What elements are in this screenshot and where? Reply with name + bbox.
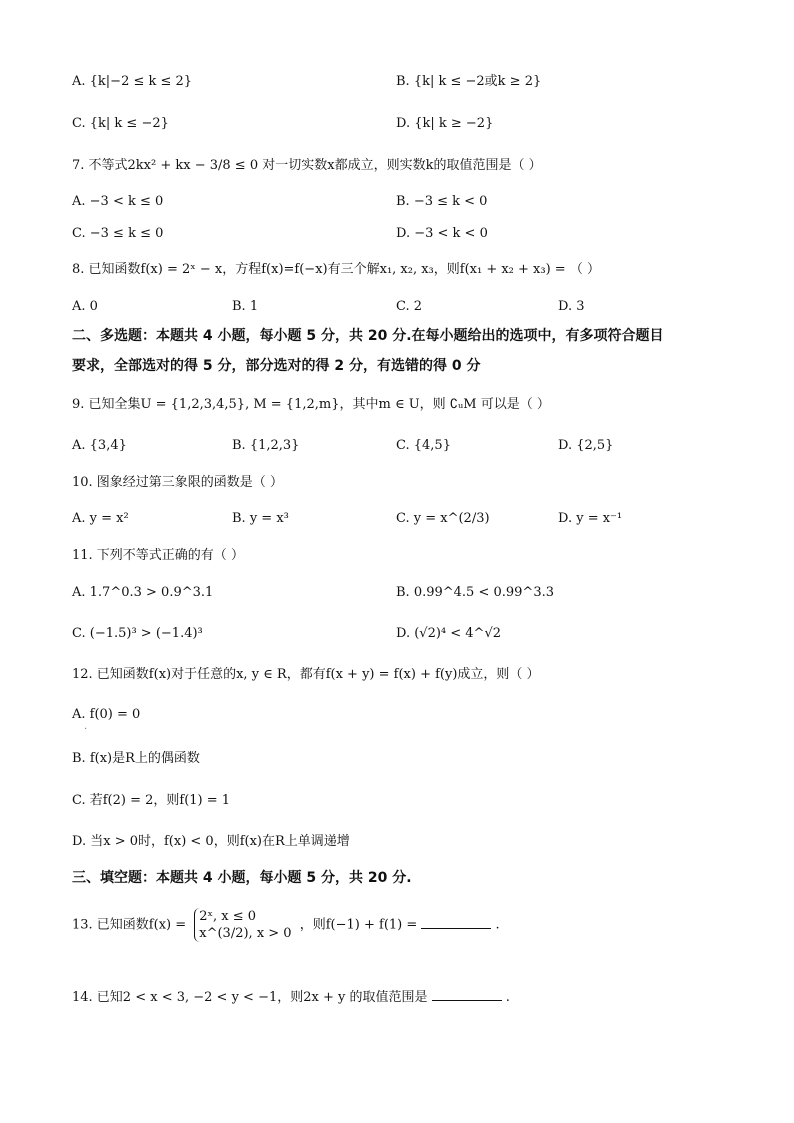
q14-stem: 14. 已知2 < x < 3, −2 < y < −1，则2x + y 的取值范围是 (72, 990, 428, 1005)
q13-end: . (495, 917, 500, 933)
q10-option-a: A. y = x² (72, 511, 129, 526)
q13-case-1: 2ˣ, x ≤ 0 (199, 909, 257, 924)
section-heading-multi-choice (72, 321, 722, 381)
q7-option-c: C. −3 ≤ k ≤ 0 (72, 226, 164, 241)
q13-answer-blank[interactable] (421, 916, 491, 929)
q9-option-c: C. {4,5} (396, 438, 451, 453)
q10-option-b: B. y = x³ (232, 511, 289, 526)
q13-case-2: x^(3/2), x > 0 (199, 926, 292, 941)
q6-option-d: D. {k| k ≥ −2} (396, 116, 494, 131)
q13-post: ，则f(−1) + f(1) = (299, 917, 422, 933)
q10-stem: 10. 图象经过第三象限的函数是（ ） (72, 475, 283, 490)
q9-stem: 9. 已知全集U = {1,2,3,4,5}, M = {1,2,m}，其中m ∈ U，则 ∁ᵤM 可以是（ ） (72, 397, 550, 412)
q11-stem: 11. 下列不等式正确的有（ ） (72, 548, 244, 563)
q13-piecewise (194, 908, 291, 942)
section2-line2: 要求，全部选对的得 5 分，部分选对的得 2 分，有选错的得 0 分 (72, 358, 481, 374)
q6-option-b: B. {k| k ≤ −2或k ≥ 2} (396, 74, 542, 89)
small-dot-mark: · (84, 724, 88, 735)
q7-option-d: D. −3 < k < 0 (396, 226, 488, 241)
q6-option-a: A. {k|−2 ≤ k ≤ 2} (72, 74, 193, 89)
q12-option-a: A. f(0) = 0 (72, 707, 141, 722)
q12-stem: 12. 已知函数f(x)对于任意的x, y ∈ R，都有f(x + y) = f(x) + f(y)成立，则（ ） (72, 667, 540, 682)
q8-option-b: B. 1 (232, 299, 259, 314)
q11-option-d: D. (√2)⁴ < 4^√2 (396, 626, 502, 641)
q8-option-d: D. 3 (558, 299, 585, 314)
q9-option-a: A. {3,4} (72, 438, 127, 453)
q7-option-b: B. −3 ≤ k < 0 (396, 194, 488, 209)
q12-option-d: D. 当x > 0时，f(x) < 0，则f(x)在R上单调递增 (72, 834, 350, 849)
q8-option-c: C. 2 (396, 299, 423, 314)
section3-line1: 三、填空题：本题共 4 小题，每小题 5 分，共 20 分. (72, 870, 412, 886)
q12-option-b: B. f(x)是R上的偶函数 (72, 751, 200, 766)
q13-stem (72, 908, 500, 942)
q8-option-a: A. 0 (72, 299, 98, 314)
q11-option-c: C. (−1.5)³ > (−1.4)³ (72, 626, 203, 641)
q6-option-c: C. {k| k ≤ −2} (72, 116, 169, 131)
q11-option-a: A. 1.7^0.3 > 0.9^3.1 (72, 585, 214, 600)
q14-answer-blank[interactable] (432, 988, 502, 1001)
q12-option-c: C. 若f(2) = 2，则f(1) = 1 (72, 793, 231, 808)
q7-option-a: A. −3 < k ≤ 0 (72, 194, 164, 209)
q13-pre: 13. 已知函数f(x) = (72, 917, 187, 933)
section2-line1: 二、多选题：本题共 4 小题，每小题 5 分，共 20 分.在每小题给出的选项中，有多项符合题目 (72, 328, 664, 344)
q7-stem: 7. 不等式2kx² + kx − 3/8 ≤ 0 对一切实数x都成立，则实数k的取值范围是（ ） (72, 158, 542, 173)
q8-stem: 8. 已知函数f(x) = 2ˣ − x，方程f(x)=f(−x)有三个解x₁, x₂, x₃，则f(x₁ + x₂ + x₃) = （ ） (72, 262, 600, 277)
q14-line (72, 988, 510, 1007)
q9-option-d: D. {2,5} (558, 438, 614, 453)
q10-option-c: C. y = x^(2/3) (396, 511, 490, 526)
q10-option-d: D. y = x⁻¹ (558, 511, 623, 526)
q11-option-b: B. 0.99^4.5 < 0.99^3.3 (396, 585, 554, 600)
q9-option-b: B. {1,2,3} (232, 438, 300, 453)
q14-end: . (505, 990, 510, 1005)
